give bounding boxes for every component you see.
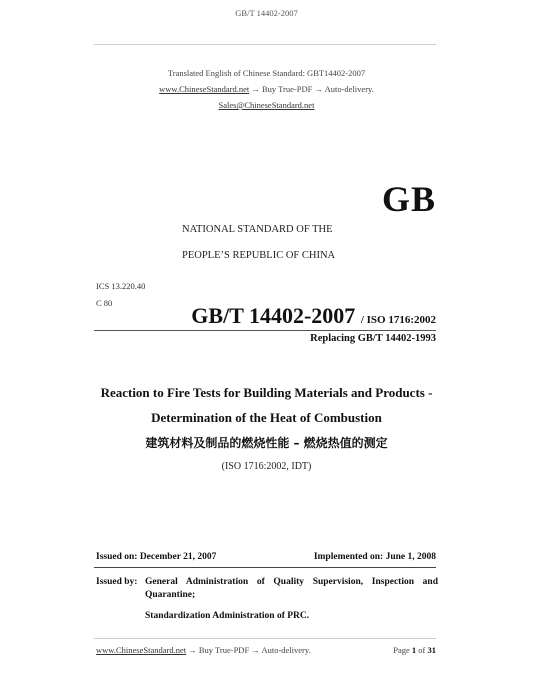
equivalence-note: (ISO 1716:2002, IDT) xyxy=(221,461,312,472)
header-links xyxy=(0,84,533,94)
page-indicator xyxy=(393,645,436,655)
peoples-republic-line: PEOPLE’S REPUBLIC OF CHINA xyxy=(182,250,336,261)
title-line-1: Reaction to Fire Tests for Building Materials and Products - xyxy=(100,385,433,400)
footer-buy-text: → Buy True-PDF → Auto-delivery. xyxy=(188,645,311,655)
standard-number xyxy=(191,303,436,329)
translated-line: Translated English of Chinese Standard: GBT14402-2007 xyxy=(167,68,366,78)
site-link[interactable]: www.ChineseStandard.net xyxy=(159,84,250,94)
page-of: of xyxy=(418,645,426,655)
footer-site-link[interactable]: www.ChineseStandard.net xyxy=(96,645,187,655)
title-chinese: 建筑材料及制品的燃烧性能 – 燃烧热值的测定 xyxy=(145,436,388,450)
number-underline xyxy=(94,330,436,331)
ccs-code: C 80 xyxy=(96,298,113,308)
buy-text: → Buy True-PDF → Auto-delivery. xyxy=(251,84,374,94)
iso-reference: / ISO 1716:2002 xyxy=(360,314,436,326)
footer-links xyxy=(96,645,311,655)
email-line xyxy=(0,100,533,110)
running-header: GB/T 14402-2007 xyxy=(235,8,298,18)
ics-code: ICS 13.220.40 xyxy=(96,281,146,291)
issued-by-block xyxy=(96,576,438,623)
implemented-on: Implemented on: June 1, 2008 xyxy=(313,552,436,562)
header-divider xyxy=(94,44,436,45)
footer-divider xyxy=(94,638,436,639)
dates-divider xyxy=(94,567,436,568)
issued-by-authority-2: Standardization Administration of PRC. xyxy=(145,611,310,621)
email-link[interactable]: Sales@ChineseStandard.net xyxy=(218,100,315,110)
national-standard-line: NATIONAL STANDARD OF THE xyxy=(182,224,333,235)
page-current: 1 xyxy=(411,645,417,655)
page-total: 31 xyxy=(427,645,436,655)
standard-number-main: GB/T 14402-2007 xyxy=(191,303,356,328)
issued-by-label: Issued by: xyxy=(96,577,138,587)
page-label: Page xyxy=(393,645,410,655)
issued-on: Issued on: December 21, 2007 xyxy=(96,552,217,562)
issued-by-authority-1: General Administration of Quality Supervision, Inspection and Quarantine; xyxy=(145,577,438,600)
title-line-2: Determination of the Heat of Combustion xyxy=(151,410,382,425)
gb-mark: GB xyxy=(381,179,436,219)
replacing-note: Replacing GB/T 14402-1993 xyxy=(310,333,436,344)
